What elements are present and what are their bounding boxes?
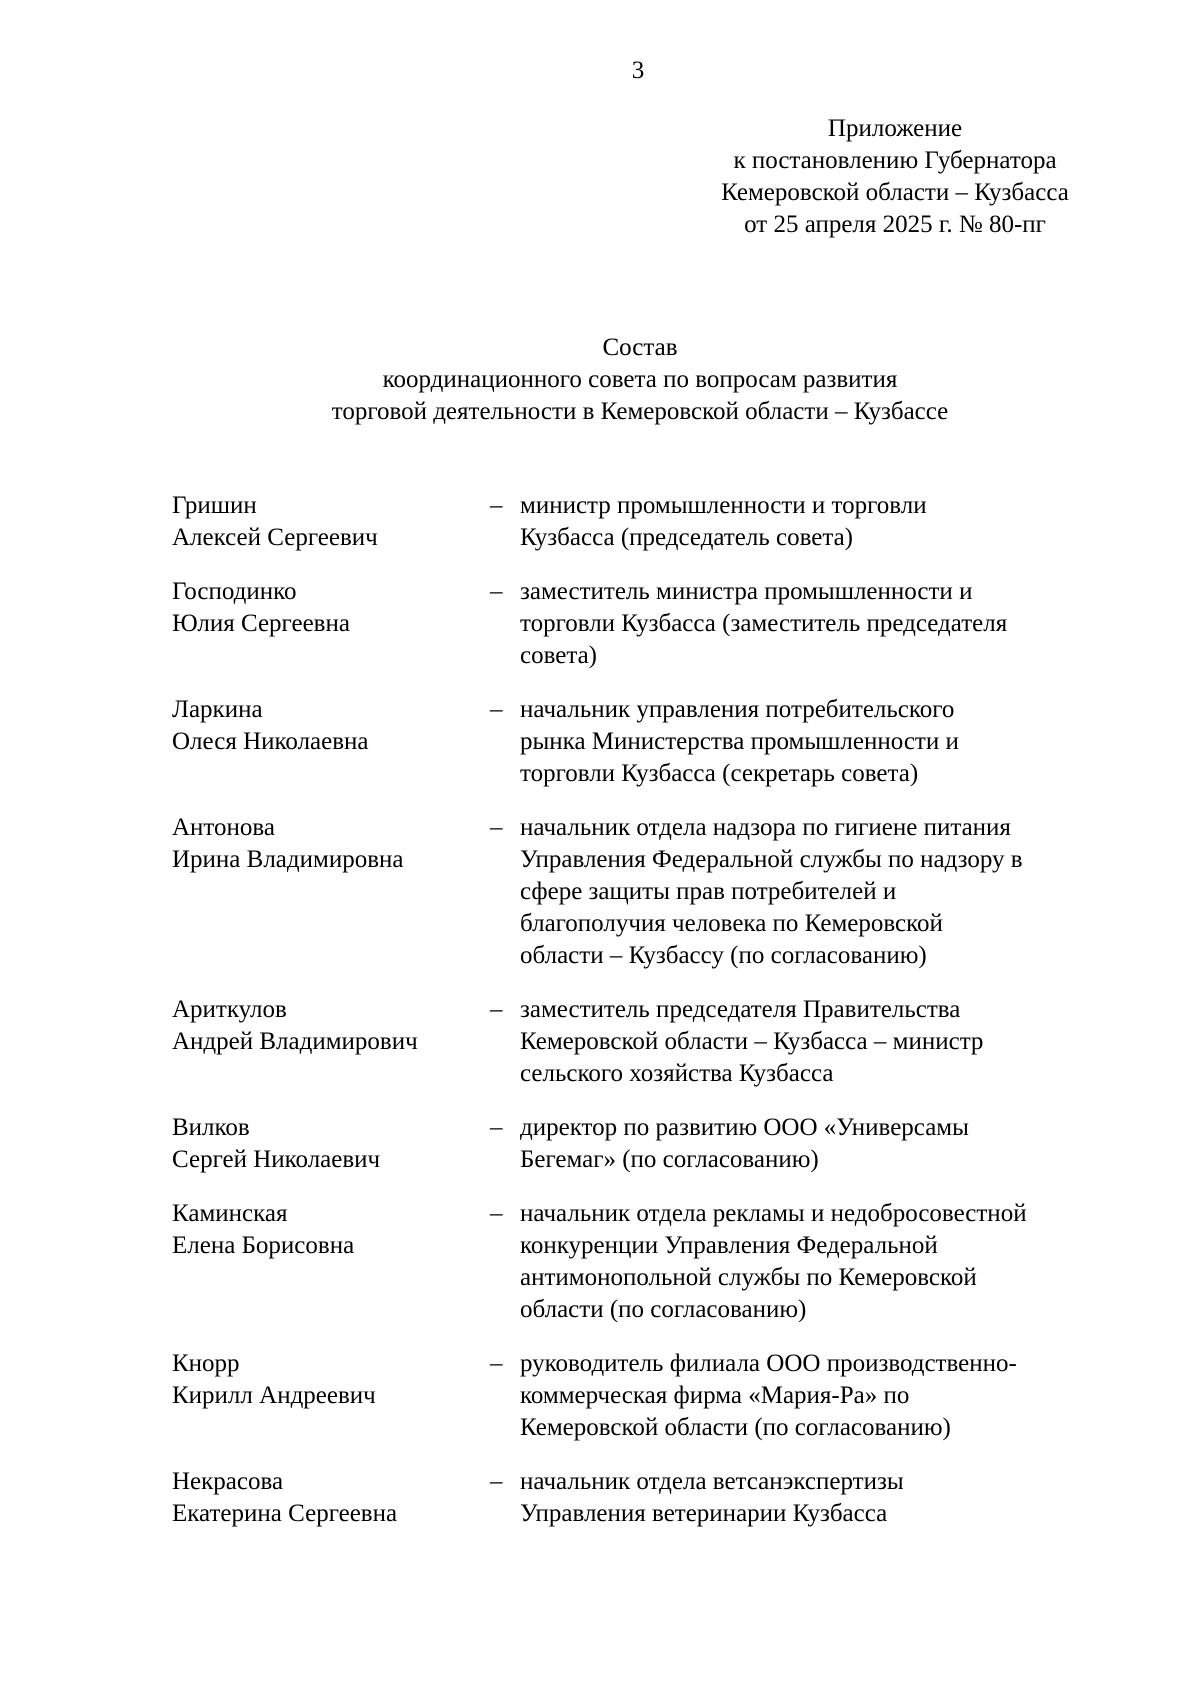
member-surname: Гришин [172, 492, 257, 519]
member-position: министр промышленности и торговли Кузбасса (председатель совета) [520, 492, 927, 551]
member-dash: – [490, 1468, 503, 1495]
member-surname: Ариткулов [172, 996, 287, 1023]
member-name [172, 490, 490, 554]
member-given-names: Ирина Владимировна [172, 846, 404, 873]
member-entry [172, 694, 1122, 790]
member-position: руководитель филиала ООО производственно- коммерческая фирма «Мария-Ра» по Кемеровской области (по согласованию) [520, 1350, 1017, 1441]
member-entry [172, 1466, 1122, 1530]
member-dash: – [490, 1200, 503, 1227]
member-entry [172, 1198, 1122, 1326]
member-name [172, 994, 490, 1090]
member-position: заместитель председателя Правительства Кемеровской области – Кузбасса – министр сельского хозяйства Кузбасса [520, 996, 984, 1087]
member-entry [172, 812, 1122, 972]
appendix-line: Приложение [827, 115, 963, 142]
member-entry [172, 576, 1122, 672]
member-dash: – [490, 578, 503, 605]
member-given-names: Алексей Сергеевич [172, 524, 378, 551]
member-surname: Антонова [172, 814, 275, 841]
title-line: Состав [602, 334, 678, 361]
member-position: начальник отдела рекламы и недобросовестной конкуренции Управления Федеральной антимонопольной службы по Кемеровской области (по согласованию) [520, 1200, 1027, 1323]
member-entry [172, 1112, 1122, 1176]
member-given-names: Кирилл Андреевич [172, 1382, 376, 1409]
title-line: торговой деятельности в Кемеровской области – Кузбассе [331, 398, 949, 425]
member-dash: – [490, 996, 503, 1023]
member-entry [172, 490, 1122, 554]
member-name [172, 1466, 490, 1530]
member-dash: – [490, 492, 503, 519]
member-surname: Каминская [172, 1200, 288, 1227]
member-entry [172, 994, 1122, 1090]
member-surname: Некрасова [172, 1468, 284, 1495]
page-number: 3 [631, 57, 645, 84]
member-position: начальник отдела ветсанэкспертизы Управления ветеринарии Кузбасса [520, 1468, 904, 1527]
member-given-names: Юлия Сергеевна [172, 610, 350, 637]
member-given-names: Сергей Николаевич [172, 1146, 381, 1173]
members-list [172, 490, 1122, 1552]
member-dash: – [490, 814, 503, 841]
member-name [172, 1348, 490, 1444]
document-title [230, 332, 1050, 428]
appendix-line: Кемеровской области – Кузбасса [721, 179, 1069, 206]
member-name [172, 1198, 490, 1326]
member-surname: Господинко [172, 578, 297, 605]
member-given-names: Елена Борисовна [172, 1232, 355, 1259]
member-name [172, 694, 490, 790]
member-position: начальник управления потребительского рынка Министерства промышленности и торговли Кузбасса (секретарь совета) [520, 696, 959, 787]
appendix-header [680, 113, 1110, 241]
member-name [172, 1112, 490, 1176]
member-position: заместитель министра промышленности и торговли Кузбасса (заместитель председателя совета) [520, 578, 1008, 669]
member-given-names: Олеся Николаевна [172, 728, 369, 755]
member-surname: Ларкина [172, 696, 263, 723]
member-position: директор по развитию ООО «Универсамы Бегемаг» (по согласованию) [520, 1114, 969, 1173]
member-name [172, 576, 490, 672]
member-surname: Вилков [172, 1114, 250, 1141]
member-surname: Кнорр [172, 1350, 240, 1377]
appendix-line: к постановлению Губернатора [733, 147, 1057, 174]
member-entry [172, 1348, 1122, 1444]
member-given-names: Екатерина Сергеевна [172, 1500, 398, 1527]
member-given-names: Андрей Владимирович [172, 1028, 418, 1055]
member-dash: – [490, 1114, 503, 1141]
title-line: координационного совета по вопросам развития [382, 366, 898, 393]
member-position: начальник отдела надзора по гигиене питания Управления Федеральной службы по надзору в сфере защиты прав потребителей и благополучия человека по Кемеровской области – Кузбассу (по согласованию) [520, 814, 1023, 969]
appendix-line: от 25 апреля 2025 г. № 80-пг [744, 211, 1046, 238]
member-dash: – [490, 1350, 503, 1377]
member-dash: – [490, 696, 503, 723]
member-name [172, 812, 490, 972]
